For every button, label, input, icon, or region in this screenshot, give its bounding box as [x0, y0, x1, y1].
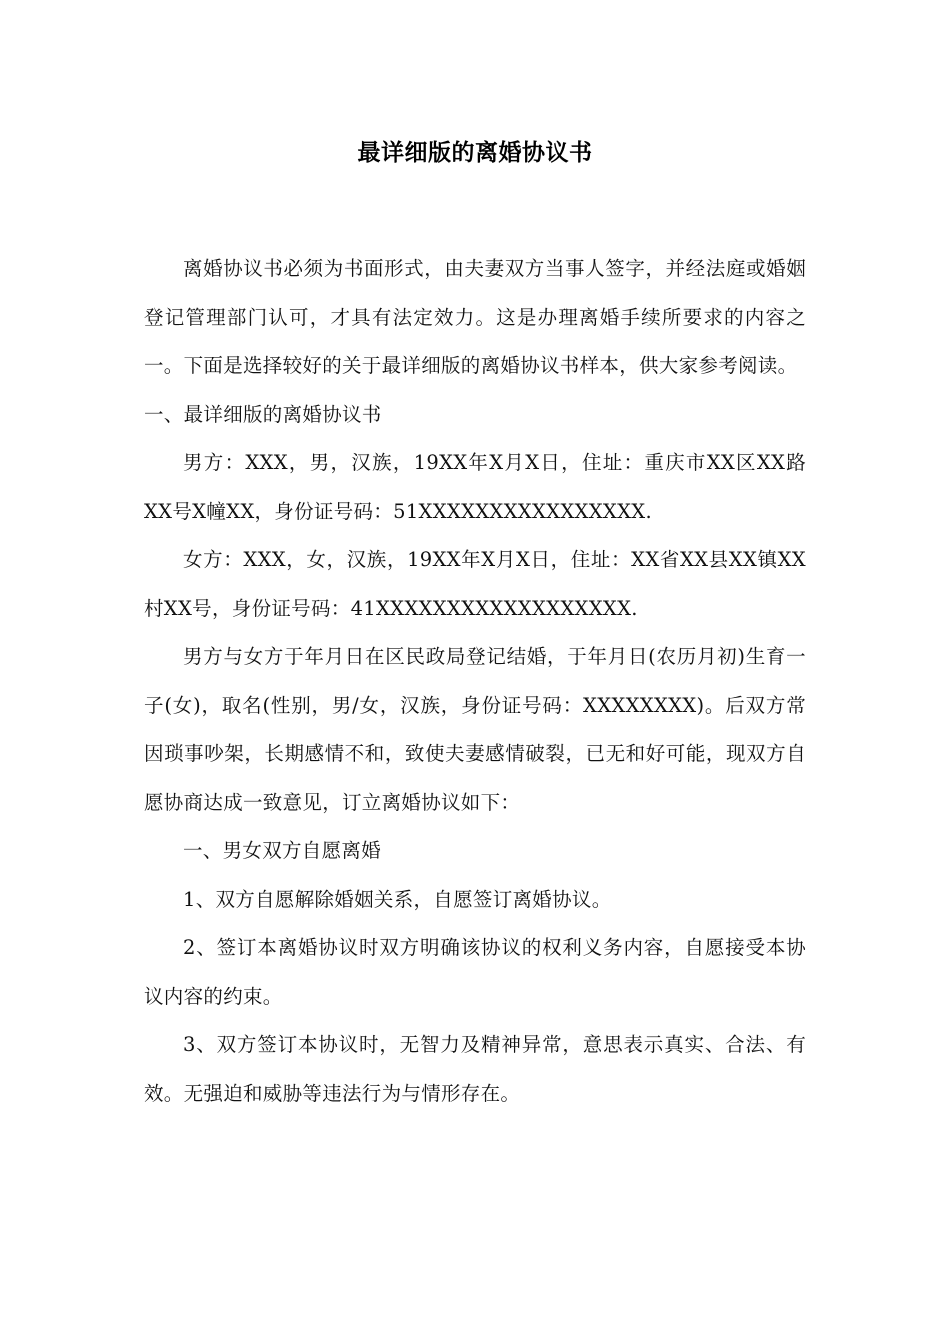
paragraph-background: 男方与女方于年月日在区民政局登记结婚，于年月日(农历月初)生育一子(女)，取名(性别，男/女，汉族，身份证号码：XXXXXXXX)。后双方常因琐事吵架，长期感情不和，致使夫妻感情破裂，已无和好可能，现双方自愿协商达成一致意见，订立离婚协议如下： — [144, 645, 806, 814]
clause-item-2: 2、签订本离婚协议时双方明确该协议的权利义务内容，自愿接受本协议内容的约束。 — [144, 936, 806, 1008]
paragraph-husband-info: 男方：XXX，男，汉族，19XX年X月X日，住址：重庆市XX区XX路XX号X幢XX，身份证号码：51XXXXXXXXXXXXXXXX. — [144, 451, 806, 523]
document-body — [144, 245, 806, 1118]
section-heading: 一、最详细版的离婚协议书 — [144, 402, 382, 426]
clause-item-1: 1、双方自愿解除婚姻关系，自愿签订离婚协议。 — [183, 887, 612, 911]
clause-heading: 一、男女双方自愿离婚 — [183, 839, 382, 862]
clause-item-3: 3、双方签订本协议时，无智力及精神异常，意思表示真实、合法、有效。无强迫和威胁等违法行为与情形存在。 — [144, 1033, 806, 1105]
document-title: 最详细版的离婚协议书 — [357, 140, 593, 166]
paragraph-wife-info: 女方：XXX，女，汉族，19XX年X月X日，住址：XX省XX县XX镇XX村XX号，身份证号码：41XXXXXXXXXXXXXXXXXX. — [144, 548, 806, 620]
paragraph-intro: 离婚协议书必须为书面形式，由夫妻双方当事人签字，并经法庭或婚姻登记管理部门认可，才具有法定效力。这是办理离婚手续所要求的内容之一。下面是选择较好的关于最详细版的离婚协议书样本，供大家参考阅读。 — [144, 257, 806, 377]
